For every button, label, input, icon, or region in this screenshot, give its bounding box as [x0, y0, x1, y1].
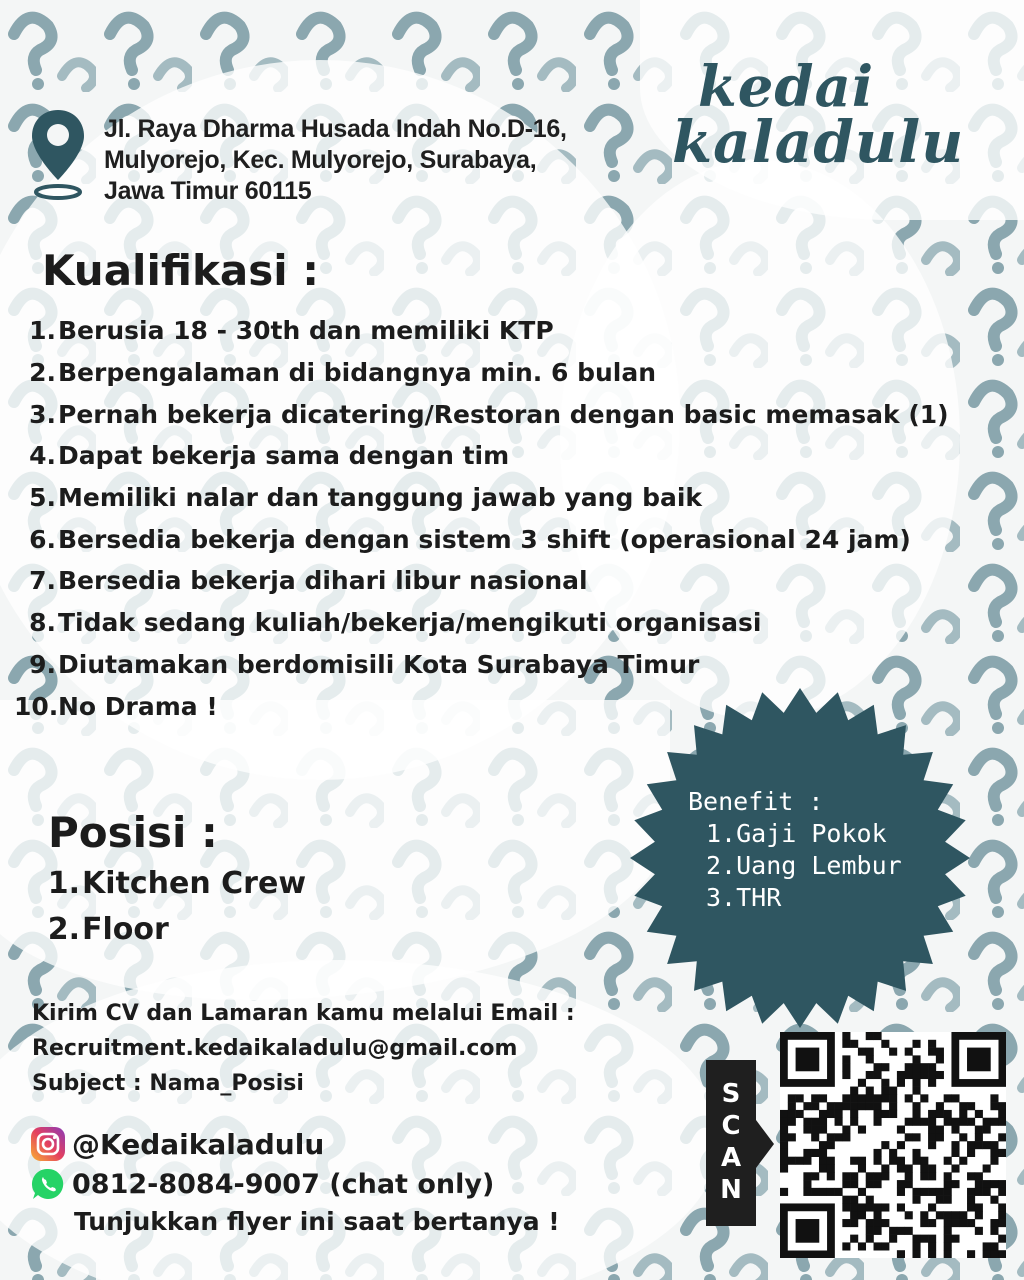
item-text: Tidak sedang kuliah/bekerja/mengikuti organisasi — [58, 608, 762, 638]
benefit-badge — [628, 686, 972, 1030]
list-item — [40, 860, 306, 906]
item-number: 9. — [29, 649, 56, 679]
item-text: Kitchen Crew — [82, 865, 307, 901]
scan-text — [706, 1078, 756, 1206]
list-item — [14, 477, 949, 519]
list-item — [14, 644, 949, 686]
list-item — [14, 393, 949, 435]
list-item — [14, 352, 949, 394]
item-number: 3. — [29, 399, 56, 429]
list-item — [14, 310, 949, 352]
contact-block — [32, 996, 575, 1101]
item-number: 4. — [29, 441, 56, 471]
item-number: 1. — [29, 316, 56, 346]
list-item — [14, 435, 949, 477]
list-item — [40, 906, 306, 952]
item-text: Memiliki nalar dan tanggung jawab yang baik — [58, 483, 703, 513]
arrow-right-icon — [756, 1120, 774, 1168]
whatsapp-icon — [30, 1166, 66, 1202]
item-text: No Drama ! — [58, 691, 218, 721]
instagram-icon — [30, 1126, 66, 1162]
address-line: Jl. Raya Dharma Husada Indah No.D-16, — [104, 115, 567, 143]
item-text: Diutamakan berdomisili Kota Surabaya Timur — [58, 649, 700, 679]
item-number: 10. — [14, 691, 59, 721]
item-number: 2. — [29, 358, 56, 388]
item-text: Dapat bekerja sama dengan tim — [58, 441, 510, 471]
scan-letter: C — [721, 1111, 741, 1141]
address-block — [104, 114, 664, 207]
brand-line-1: kedai — [698, 54, 875, 120]
item-number: 2. — [47, 911, 80, 947]
scan-letter: S — [721, 1079, 741, 1109]
item-number: 5. — [29, 483, 56, 513]
list-item — [14, 602, 949, 644]
brand-logo — [660, 54, 1010, 174]
item-text: Pernah bekerja dicatering/Restoran dengan basic memasak (1) — [58, 399, 949, 429]
benefit-title: Benefit : — [688, 787, 824, 816]
qualifications-list — [14, 310, 949, 727]
flyer-note: Tunjukkan flyer ini saat bertanya ! — [74, 1206, 560, 1236]
benefit-item: 1.Gaji Pokok — [706, 819, 887, 848]
instagram-handle: @Kedaikaladulu — [72, 1127, 325, 1161]
benefit-text — [688, 786, 902, 914]
qualifications-title: Kualifikasi : — [42, 246, 320, 295]
social-block — [30, 1124, 560, 1238]
scan-label — [706, 1060, 756, 1226]
instagram-row — [30, 1124, 560, 1164]
list-item — [14, 560, 949, 602]
address-line: Jawa Timur 60115 — [104, 177, 312, 205]
positions-list — [40, 860, 306, 952]
scan-letter: A — [720, 1143, 742, 1173]
item-number: 7. — [29, 566, 56, 596]
item-number: 1. — [47, 865, 80, 901]
item-text: Berpengalaman di bidangnya min. 6 bulan — [58, 358, 657, 388]
location-pin-icon — [30, 108, 86, 200]
item-text: Bersedia bekerja dihari libur nasional — [58, 566, 588, 596]
contact-email: Recruitment.kedaikaladulu@gmail.com — [32, 1036, 518, 1061]
brand-line-2: kaladulu — [672, 108, 965, 176]
benefit-item: 2.Uang Lembur — [706, 851, 902, 880]
address-line: Mulyorejo, Kec. Mulyorejo, Surabaya, — [104, 146, 537, 174]
qr-code-icon[interactable] — [780, 1032, 1006, 1258]
whatsapp-number: 0812-8084-9007 (chat only) — [72, 1168, 495, 1200]
contact-subject: Subject : Nama_Posisi — [32, 1071, 304, 1096]
item-number: 6. — [29, 524, 56, 554]
item-text: Berusia 18 - 30th dan memiliki KTP — [58, 316, 554, 346]
positions-title: Posisi : — [48, 808, 218, 857]
item-text: Bersedia bekerja dengan sistem 3 shift (operasional 24 jam) — [58, 524, 911, 554]
benefit-item: 3.THR — [706, 883, 782, 912]
item-text: Floor — [82, 911, 169, 947]
list-item — [14, 518, 949, 560]
whatsapp-row — [30, 1164, 560, 1204]
scan-letter: N — [720, 1175, 742, 1205]
item-number: 8. — [29, 608, 56, 638]
contact-instruction: Kirim CV dan Lamaran kamu melalui Email : — [32, 1001, 575, 1026]
